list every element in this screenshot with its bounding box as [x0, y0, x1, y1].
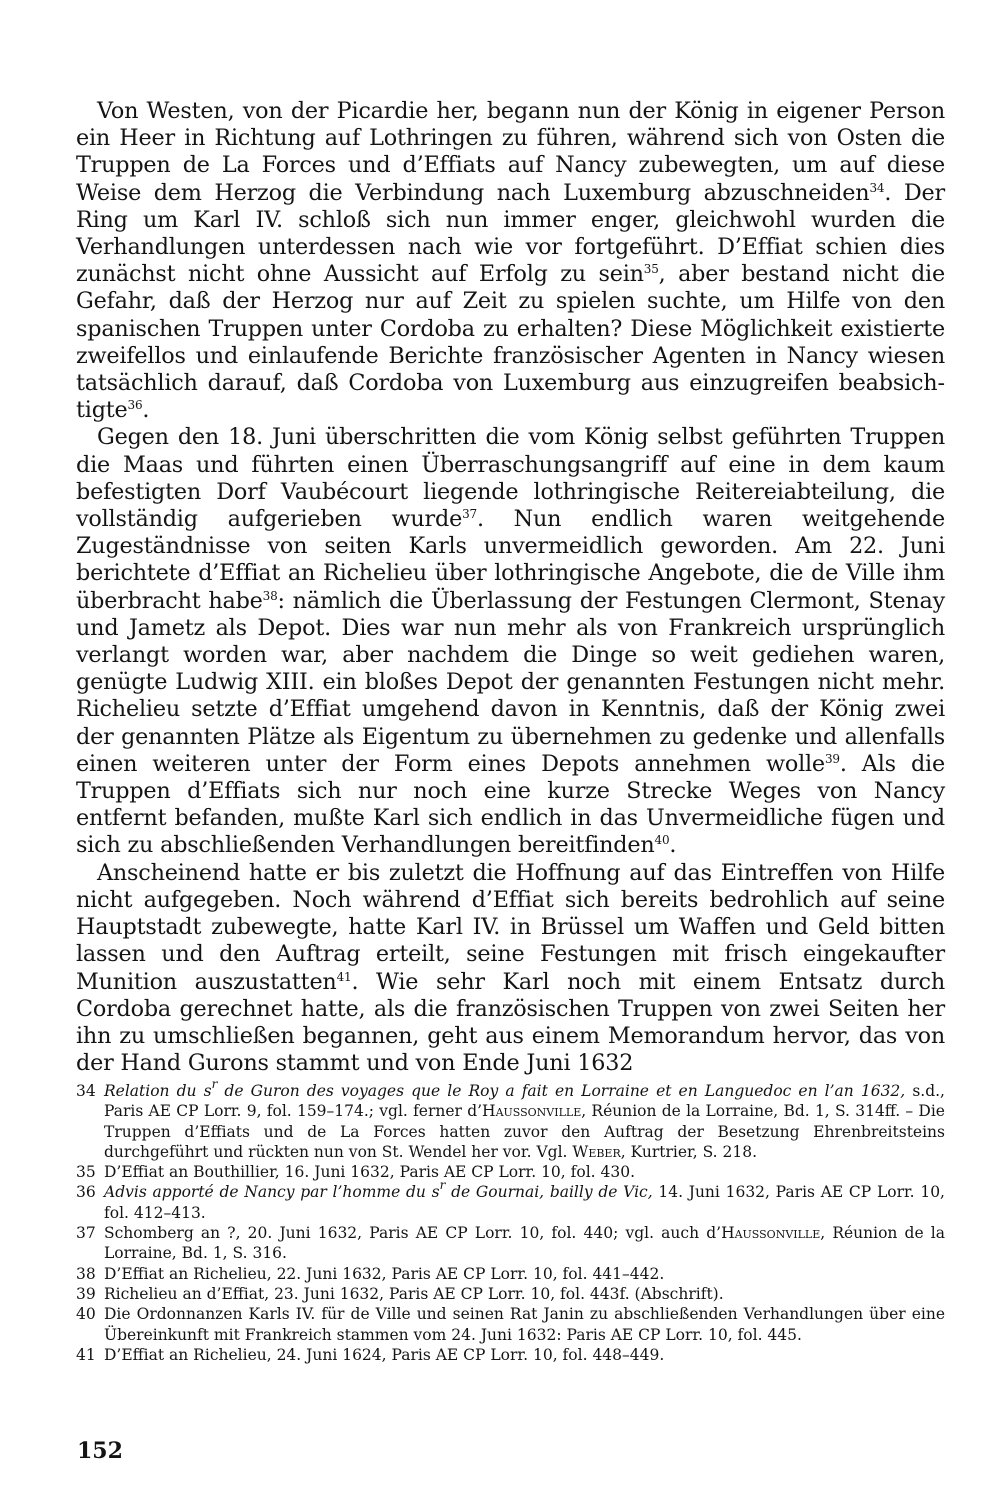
- text-segment: Von Westen, von der Picardie her, begann nun der König in eigener Person ein Heer in Richtung auf Lothringen zu führen, während sich von Osten die Truppen de La Forces und d’Effiats auf Nancy zubewegten, um auf diese Weise dem Herzog die Verbindung nach Luxemburg abzuschneiden: [76, 98, 945, 206]
- text-segment: : nämlich die Überlassung der Festungen Clermont, Stenay und Jametz als Depot. Dies war nun mehr als von Frankreich ursprünglich verlangt worden war, aber nachdem die Dinge so weit gediehen waren, genügte Ludwig XIII. ein bloßes Depot der genannten Festungen nicht mehr. Richelieu setzte d’Effiat umgehend davon in Kenntnis, daß der König zwei der genannten Plätze als Eigentum zu übernehmen zu gedenke und allenfalls einen weiteren unter der Form eines Depots annehmen wolle: [76, 587, 945, 777]
- footnote-reference: 34: [869, 180, 885, 195]
- footnote-number: 40: [76, 1305, 96, 1324]
- text-segment: 14. Juni 1632, Paris AE CP Lorr. 10, fol. 412–413.: [104, 1183, 945, 1222]
- footnote-reference: 36: [127, 398, 143, 413]
- author-name: Haussonville: [482, 1102, 582, 1121]
- title-text: de Guron des voyages que le Roy a fait en Lorraine et en Languedoc en l’an 1632,: [217, 1082, 906, 1100]
- footnote-number: 41: [76, 1345, 96, 1364]
- footnote-reference: 39: [824, 751, 840, 766]
- footnote-reference: 41: [336, 969, 352, 984]
- text-segment: Anscheinend hatte er bis zuletzt die Hoffnung auf das Eintreffen von Hilfe nicht aufgegeben. Noch während d’Effiat sich bereits bedrohlich auf seine Hauptstadt zubewegte, hatte Karl IV. in Brüssel um Waffen und Geld bitten lassen und den Auftrag erteilt, seine Festungen mit frisch eingekaufter Munition auszustatten: [76, 859, 945, 995]
- footnote: [76, 1345, 945, 1365]
- title-text: Relation du s: [104, 1082, 212, 1100]
- text-segment: Die Ordonnanzen Karls IV. für de Ville und seinen Rat Janin zu abschließenden Verhandlungen über eine Übereinkunft mit Frankreich stammen vom 24. Juni 1632: Paris AE CP Lorr. 10, fol. 445.: [104, 1305, 945, 1344]
- text-segment: D’Effiat an Richelieu, 22. Juni 1632, Paris AE CP Lorr. 10, fol. 441–442.: [104, 1264, 665, 1283]
- footnote: [76, 1304, 945, 1345]
- text-segment: .: [669, 832, 677, 859]
- footnote-reference: 40: [654, 833, 670, 848]
- text-segment: .: [142, 397, 150, 424]
- text-segment: . Nun endlich waren weitgehende Zugeständnisse von seiten Karls unvermeidlich geworden. Am 22. Juni berichtete d’Effiat an Richelieu über lothringische Angebote, die de Ville ihm überbracht habe: [76, 506, 945, 614]
- footnote: [76, 1264, 945, 1284]
- title-text: de Gournai, bailly de Vic,: [445, 1183, 653, 1202]
- footnote: [76, 1223, 945, 1264]
- footnote-number: 36: [76, 1183, 96, 1202]
- paragraph: [76, 424, 945, 859]
- text-segment: D’Effiat an Richelieu, 24. Juni 1624, Paris AE CP Lorr. 10, fol. 448–449.: [104, 1345, 665, 1364]
- footnote-reference: r: [211, 1077, 218, 1091]
- footnote: [76, 1077, 945, 1162]
- footnote-number: 37: [76, 1224, 96, 1243]
- text-segment: Gegen den 18. Juni überschritten die vom König selbst geführten Truppen die Maas und führten einen Überraschungsangriff auf eine in dem kaum befestigten Dorf Vaubécourt liegende lothringische Reitereiabteilung, die vollständig aufgerieben wurde: [76, 424, 945, 533]
- text-segment: , Réunion de la Lorraine, Bd. 1, S. 316.: [104, 1224, 945, 1263]
- paragraph: [76, 860, 945, 1078]
- text-segment: Richelieu an d’Effiat, 23. Juni 1632, Paris AE CP Lorr. 10, fol. 443f. (Abschrift).: [104, 1284, 724, 1303]
- footnote-reference: 38: [262, 588, 278, 603]
- text-segment: . Wie sehr Karl noch mit einem Entsatz durch Cordoba gerechnet hatte, als die französischen Truppen von zwei Seiten her ihn zu umschließen begannen, geht aus einem Memorandum hervor, das von der Hand Gurons stammt und von Ende Juni 1632: [76, 968, 945, 1077]
- text-segment: , aber bestand nicht die Gefahr, daß der Herzog nur auf Zeit zu spielen suchte, um Hilfe von den spanischen Truppen unter Cordoba zu erhalten? Diese Möglichkeit existierte zweifellos und einlaufende Berichte französischer Agenten in Nancy wiesen tatsächlich darauf, daß Cordoba von Luxemburg aus einzugreifen beabsichtigte: [76, 261, 945, 424]
- footnote-reference: 35: [643, 262, 659, 277]
- footnote-number: 35: [76, 1163, 96, 1182]
- footnote: [76, 1284, 945, 1304]
- text-segment: s.d., Paris AE CP Lorr. 9, fol. 159–174.; vgl. ferner d’: [104, 1082, 945, 1121]
- footnote-reference: r: [439, 1178, 446, 1193]
- text-segment: D’Effiat an Bouthillier, 16. Juni 1632, Paris AE CP Lorr. 10, fol. 430.: [104, 1163, 636, 1182]
- text-segment: . Als die Truppen d’Effiats sich nur noch eine kurze Strecke Weges von Nancy entfernt befanden, mußte Karl sich endlich in das Unvermeidliche fügen und sich zu abschließenden Verhandlungen bereitfinden: [76, 750, 945, 859]
- title-text: Advis apporté de Nancy par l’homme du s: [104, 1183, 440, 1202]
- text-segment: , Kurtrier, S. 218.: [620, 1142, 757, 1161]
- footnote: [76, 1162, 945, 1182]
- text-segment: , Réunion de la Lorraine, Bd. 1, S. 314ff. – Die Truppen d’Effiats und de La Forces hatten zuvor den Auftrag der Besetzung Ehrenbreitsteins durchgeführt und rückten nun von St. Wendel her vor. Vgl.: [104, 1102, 945, 1161]
- page-number: 152: [77, 1438, 123, 1464]
- text-segment: . Der Ring um Karl IV. schloß sich nun immer enger, gleichwohl wurden die Verhandlungen unterdessen nach wie vor fortgeführt. D’Effiat schien dies zunächst nicht ohne Aussicht auf Erfolg zu sein: [76, 179, 946, 288]
- author-name: Weber: [572, 1142, 621, 1161]
- body-text: [76, 98, 945, 1077]
- paragraph: [76, 98, 945, 424]
- footnote-reference: 37: [462, 507, 477, 522]
- author-name: Haussonville: [721, 1224, 821, 1243]
- footnote-number: 39: [76, 1284, 96, 1303]
- footnote: [76, 1178, 945, 1223]
- text-segment: Schomberg an ?, 20. Juni 1632, Paris AE CP Lorr. 10, fol. 440; vgl. auch d’: [104, 1224, 722, 1243]
- footnote-number: 38: [76, 1264, 96, 1283]
- footnote-number: 34: [76, 1082, 96, 1100]
- footnotes: [76, 1077, 945, 1365]
